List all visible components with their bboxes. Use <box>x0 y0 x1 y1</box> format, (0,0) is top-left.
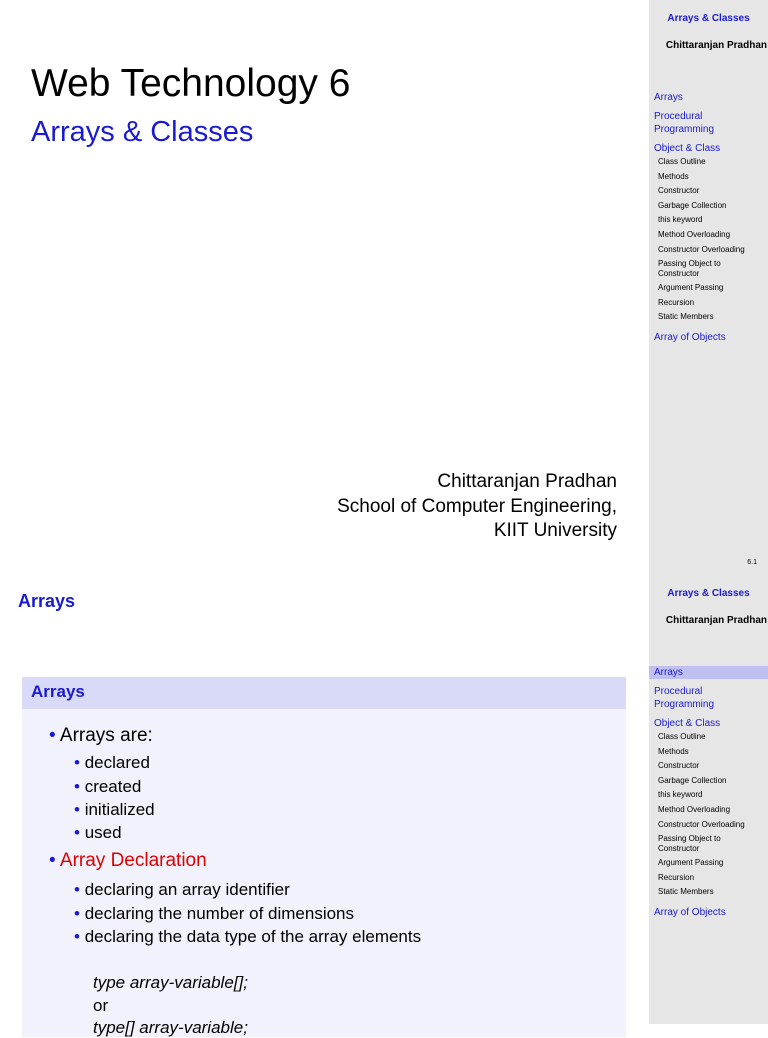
sidebar-subitem[interactable]: Garbage Collection <box>658 200 727 210</box>
sidebar-subitem[interactable]: Static Members <box>658 887 714 897</box>
presentation-title: Web Technology 6 <box>31 62 351 105</box>
sidebar-subitem[interactable]: Argument Passing <box>658 858 724 868</box>
bullet-text: declared <box>84 753 150 772</box>
bullet-icon: • <box>74 880 80 899</box>
sidebar-nav <box>649 666 768 919</box>
bullet-item <box>49 725 153 747</box>
sidebar-subitem[interactable]: Static Members <box>658 312 714 322</box>
bullet-text: Arrays are: <box>59 725 153 746</box>
sidebar-subitem[interactable]: Recursion <box>658 872 695 882</box>
author-university: KIIT University <box>493 520 617 541</box>
code-line: type[] array-variable; <box>93 1018 248 1037</box>
code-separator: or <box>93 996 109 1015</box>
author-name: Chittaranjan Pradhan <box>437 471 617 492</box>
bullet-icon: • <box>74 753 80 772</box>
sidebar-short-title[interactable]: Arrays & Classes <box>667 588 750 599</box>
sidebar-subitem[interactable]: this keyword <box>658 790 703 800</box>
sidebar-item-arrays[interactable]: Arrays <box>649 666 768 679</box>
sidebar-item-procedural-programming[interactable]: Procedural Programming <box>654 111 715 135</box>
sidebar-subitem[interactable]: Passing Object to Constructor <box>658 259 721 278</box>
sidebar-subitem[interactable]: this keyword <box>658 215 703 225</box>
sidebar-subitem[interactable]: Class Outline <box>658 732 706 741</box>
bullet-text: declaring the number of dimensions <box>84 904 355 923</box>
sidebar-subitem[interactable]: Method Overloading <box>658 229 731 239</box>
sub-bullet-item <box>74 800 155 820</box>
sidebar-nav <box>649 91 768 344</box>
sidebar-item-object-class[interactable]: Object & Class <box>654 143 721 154</box>
sidebar-item-object-class[interactable]: Object & Class <box>654 718 721 729</box>
bullet-icon: • <box>74 800 80 819</box>
author-block <box>337 470 617 544</box>
sub-bullet-item <box>74 904 354 924</box>
bullet-icon: • <box>74 777 80 796</box>
sidebar-subitem[interactable]: Constructor Overloading <box>658 244 745 254</box>
code-line: type array-variable[]; <box>93 973 248 992</box>
frame-title: Arrays <box>18 591 76 611</box>
sub-bullet-item <box>74 880 290 900</box>
author-school: School of Computer Engineering, <box>337 495 617 517</box>
sub-bullet-item <box>74 823 122 843</box>
sidebar-item-array-of-objects[interactable]: Array of Objects <box>654 331 726 343</box>
sidebar-subitem[interactable]: Recursion <box>658 297 695 307</box>
bullet-icon: • <box>74 904 80 923</box>
sidebar <box>649 575 768 1024</box>
sidebar <box>649 0 768 575</box>
bullet-item <box>49 850 207 872</box>
sidebar-short-title[interactable]: Arrays & Classes <box>667 13 750 24</box>
sidebar-author: Chittaranjan Pradhan <box>665 615 767 626</box>
bullet-text: Array Declaration <box>59 850 207 871</box>
bullet-icon: • <box>74 823 80 842</box>
sub-bullet-item <box>74 927 421 947</box>
sidebar-subitem[interactable]: Class Outline <box>658 157 706 166</box>
sidebar-subitem[interactable]: Garbage Collection <box>658 775 727 785</box>
bullet-text: used <box>84 823 122 842</box>
sidebar-subitem[interactable]: Constructor <box>658 761 700 771</box>
slide-arrays <box>0 575 768 1037</box>
sidebar-item-arrays[interactable]: Arrays <box>654 92 683 103</box>
sidebar-subitem[interactable]: Argument Passing <box>658 283 724 293</box>
sidebar-subitem[interactable]: Methods <box>658 171 689 181</box>
sidebar-subitem[interactable]: Constructor Overloading <box>658 819 745 829</box>
bullet-text: created <box>84 777 142 796</box>
sidebar-subitem[interactable]: Method Overloading <box>658 804 731 814</box>
page-number: 6.1 <box>747 559 757 566</box>
bullet-text: declaring an array identifier <box>84 880 290 899</box>
bullet-text: initialized <box>84 800 155 819</box>
bullet-icon: • <box>74 927 80 946</box>
sub-bullet-item <box>74 753 150 773</box>
sidebar-subitem[interactable]: Passing Object to Constructor <box>658 834 721 853</box>
block-title: Arrays <box>22 677 626 709</box>
sidebar-item-procedural-programming[interactable]: Procedural Programming <box>654 686 715 710</box>
bullet-icon: • <box>49 850 56 871</box>
bullet-icon: • <box>49 725 56 746</box>
bullet-text: declaring the data type of the array elements <box>84 927 422 946</box>
sidebar-author: Chittaranjan Pradhan <box>665 40 767 51</box>
presentation-subtitle: Arrays & Classes <box>31 116 254 148</box>
sidebar-subitem[interactable]: Methods <box>658 746 689 756</box>
sub-bullet-item <box>74 777 141 797</box>
sidebar-item-array-of-objects[interactable]: Array of Objects <box>654 906 726 918</box>
sidebar-subitem[interactable]: Constructor <box>658 186 700 196</box>
